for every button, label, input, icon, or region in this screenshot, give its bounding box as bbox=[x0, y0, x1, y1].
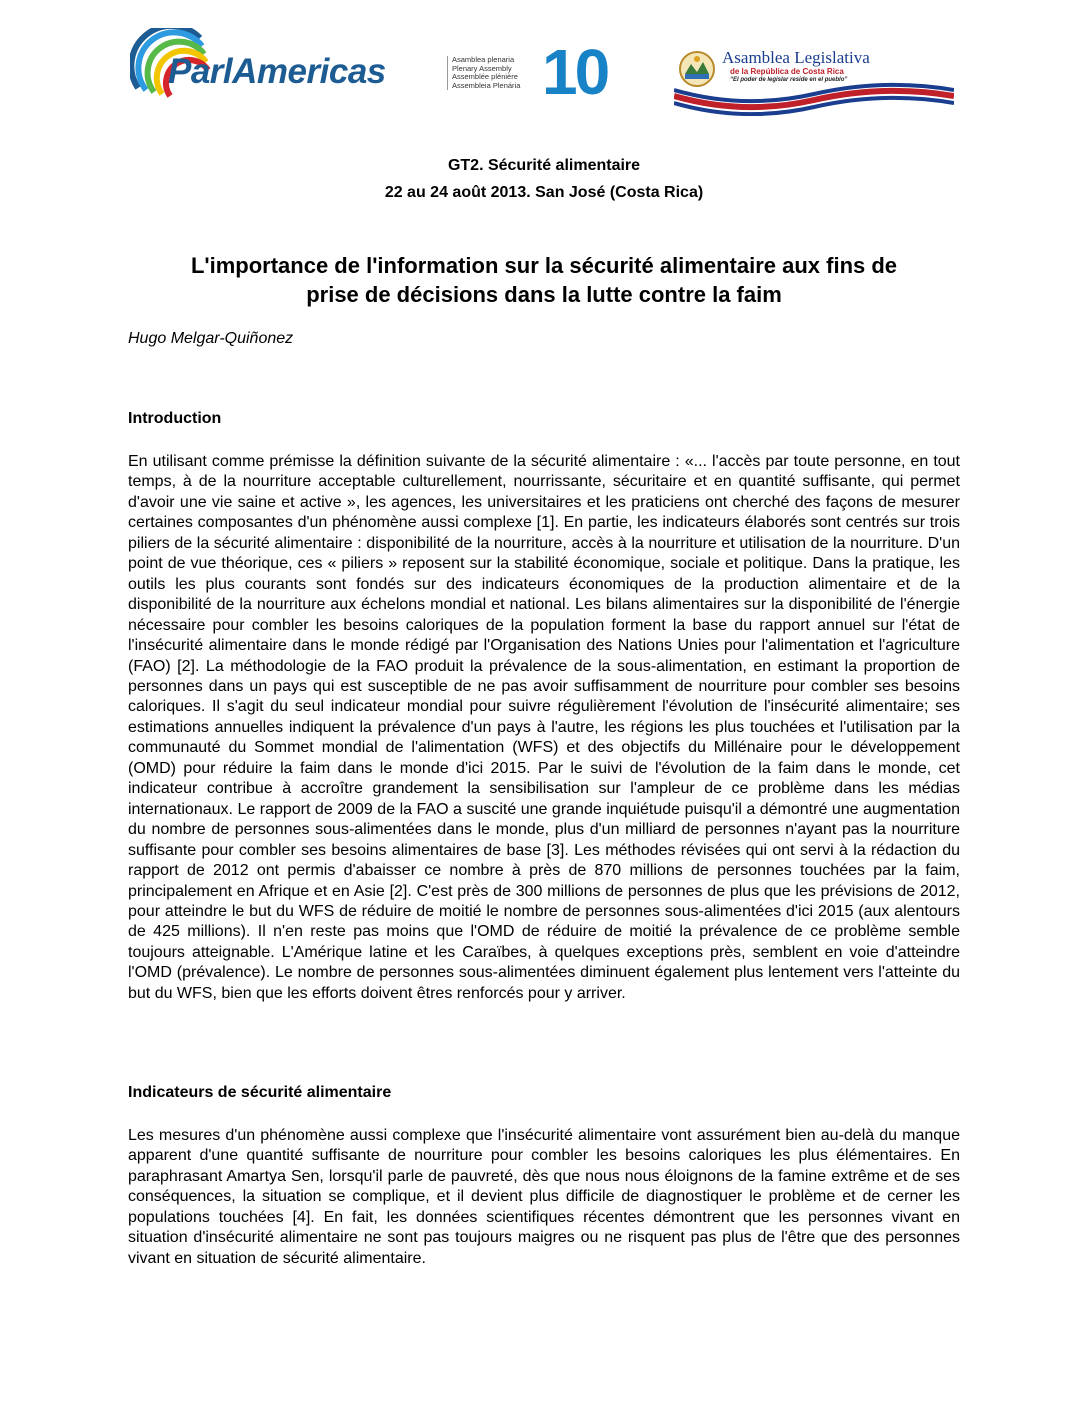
asamblea-legislativa-subtitle: de la República de Costa Rica bbox=[730, 67, 844, 76]
asamblea-legislativa-motto: “El poder de legislar reside en el pueblo” bbox=[730, 77, 848, 83]
section-heading-indicators: Indicateurs de sécurité alimentaire bbox=[128, 1084, 392, 1101]
parlamericas-wordmark: ParlAmericas bbox=[168, 52, 386, 91]
asamblea-legislativa-title: Asamblea Legislativa bbox=[722, 48, 870, 67]
costa-rica-flag-ribbon bbox=[674, 76, 954, 116]
working-group-label: GT2. Sécurité alimentaire bbox=[447, 157, 641, 174]
event-date-location: 22 au 24 août 2013. San José (Costa Rica) bbox=[384, 184, 704, 201]
document-title-line-2: prise de décisions dans la lutte contre la faim bbox=[306, 282, 782, 307]
assembly-number: 10 bbox=[542, 36, 608, 108]
author-name: Hugo Melgar-Quiñonez bbox=[128, 330, 294, 347]
plenary-assembly-label: Asamblea plenaria Plenary Assembly Assemblée plénière Assembleia Plenária bbox=[447, 56, 520, 90]
document-title-line-1: L'importance de l'information sur la sécurité alimentaire aux fins de bbox=[190, 253, 898, 278]
section-heading-introduction: Introduction bbox=[128, 410, 222, 427]
page-header bbox=[0, 0, 1088, 130]
indicators-paragraph: Les mesures d'un phénomène aussi complexe que l'insécurité alimentaire vont assurément bien au-delà du manque apparent d'une quantité suffisante de nourriture pour combler les besoins caloriques les plus élémentaires. En paraphrasant Amartya Sen, lorsqu'il parle de pauvreté, dès que nous nous éloignons de la famine extrême et de ses conséquences, la situation se complique, et il devient plus difficile de diagnostiquer le problème et de cerner les populations touchées [4]. En fait, les données scientifiques récentes démontrent que les personnes vivant en situation d'insécurité alimentaire ne sont pas toujours maigres ou ne risquent pas plus de l'être que des personnes vivant en situation de sécurité alimentaire. bbox=[128, 1127, 960, 1267]
introduction-paragraph: En utilisant comme prémisse la définition suivante de la sécurité alimentaire : «... l'accès par toute personne, en tout temps, à de la nourriture acceptable culturellement, nourrissante, sécuritaire et en quantité suffisante, qui permet d'avoir une vie saine et active », les agences, les universitaires et les praticiens ont cherché des façons de mesurer certaines composantes d'un phénomène aussi complexe [1]. En partie, les indicateurs élaborés sont centrés sur trois piliers de la sécurité alimentaire : disponibilité de la nourriture, accès à la nourriture et utilisation de la nourriture. D'un point de vue théorique, ces « piliers » reposent sur la stabilité économique, sociale et politique. Dans la pratique, les outils les plus courants sont fondés sur des indicateurs économiques de la production alimentaire et de la disponibilité de la nourriture aux échelons mondial et national. Les bilans alimentaires sur la disponibilité de l'énergie nécessaire pour combler les besoins caloriques de la population forment la base du rapport annuel sur l'état de l'insécurité alimentaire dans le monde rédigé par l'Organisation des Nations Unies pour l'alimentation et l'agriculture (FAO) [2]. La méthodologie de la FAO produit la prévalence de la sous-alimentation, en estimant la proportion de personnes dans un pays qui est susceptible de ne pas avoir suffisamment de nourriture pour combler ses besoins caloriques. Il s'agit du seul indicateur mondial pour suivre régulièrement l'évolution de l'insécurité alimentaire; ses estimations annuelles indiquent la prévalence d'un pays à l'autre, les régions les plus touchées et l'utilisation par la communauté du Sommet mondial de l'alimentation (WFS) et des objectifs du Millénaire pour le développement (OMD) pour réduire la faim dans le monde d'ici 2015. Par le suivi de l'évolution de la faim dans le monde, cet indicateur contribue à accroître grandement la sensibilisation sur l'ampleur de ce problème dans les médias internationaux. Le rapport de 2009 de la FAO a suscité une grande inquiétude puisqu'il a démontré une augmentation du nombre de personnes sous-alimentées dans le monde, plus d'un milliard de personnes n'ayant pas la nourriture suffisante pour combler ses besoins alimentaires de base [3]. Les méthodes révisées qui ont servi à la rédaction du rapport de 2012 ont permis d'abaisser ce nombre à près de 870 millions de personnes touchées par la faim, principalement en Afrique et en Asie [2]. C'est près de 300 millions de personnes de plus que les prévisions de 2012, pour atteindre le but du WFS de réduire de moitié le nombre de personnes sous-alimentées d'ici 2015 (aux alentours de 425 millions). Il n'en reste pas moins que l'OMD de réduire de moitié la prévalence de ce problème semble toujours atteignable. L'Amérique latine et les Caraïbes, à quelques exceptions près, semblent en voie d'atteindre l'OMD (prévalence). Le nombre de personnes sous-alimentées diminuent également plus lentement vers l'atteinte du but du WFS, bien que les efforts doivent êtres renforcés pour y arriver. bbox=[128, 453, 960, 1002]
